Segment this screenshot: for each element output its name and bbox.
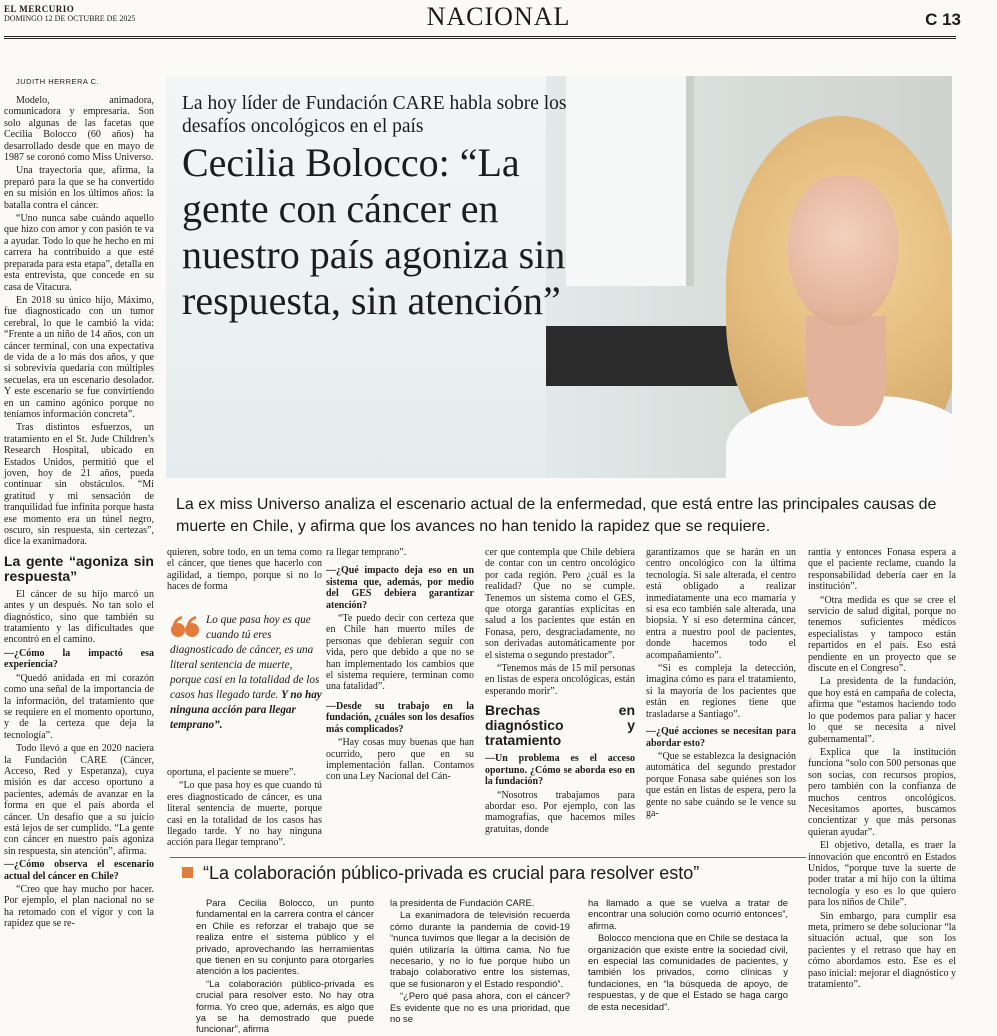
paragraph: “Si es compleja la detección, imagina cómo es para el tratamiento, si la mayoría de los pacientes que están en regiones tiene que trasladarse a Santiago”.: [646, 663, 796, 720]
paragraph: ha llamado a que se vuelva a tratar de encontrar una solución como ocurrió entonces”, afirma.: [588, 897, 788, 931]
pull-quote-bold: Y no hay ninguna acción para llegar temprano”.: [170, 689, 322, 731]
question: —¿Qué impacto deja eso en un sistema que, además, por medio del GES debiera garantizar atención?: [326, 565, 474, 611]
masthead-rule: [4, 36, 956, 37]
paragraph: “Otra medida es que se cree el servicio de salud digital, porque no tenemos suficientes médicos especialistas y tampoco están repartidos en el país. Eso está pendiente en un proyecto que se discute en el Congreso”.: [808, 594, 956, 675]
paragraph: “Lo que pasa hoy es que cuando tú eres diagnosticado de cáncer, es una literal sentencia de muerte, porque casi en la totalidad de los casos has llegado tarde. Y no hay ninguna acción para llegar temprano”.: [167, 780, 322, 849]
question: —Un problema es el acceso oportuno. ¿Cómo se aborda eso en la fundación?: [485, 753, 635, 788]
page-number: C 13: [925, 10, 961, 29]
paragraph: La presidenta de la fundación, que hoy está en campaña de colecta, afirma que “estamos haciendo todo lo que podemos para paliar y hacer lo que se necesita a nivel gubernamental”.: [808, 676, 956, 745]
column-6: [808, 547, 956, 992]
paragraph: Sin embargo, para cumplir esa meta, primero se debe solucionar “la situación actual, que son los pacientes y el retraso que hay en cómo abordamos esto. Ese es el paso inicial: mejorar el diagnóstico y tratamiento”.: [808, 910, 957, 991]
issue-date: DOMINGO 12 DE OCTUBRE DE 2025: [4, 14, 136, 23]
paragraph: garantizamos que se harán en un centro oncológico con la última tecnología. Si sale alterada, el centro está obligado a realizar inmediatamente una eco mamaria y si esa eco también sale alterada, una biopsia. Y si eso determina cáncer, entra a nuestro pool de pacientes, donde hacemos todo el acompañamiento”.: [646, 547, 796, 661]
column-2-top: [167, 547, 322, 595]
sidebar-top-rule: [170, 857, 806, 858]
sidebar-column-3: [588, 897, 788, 1013]
newspaper-name: EL MERCURIO: [4, 4, 75, 14]
masthead-rule-2: [4, 38, 956, 39]
column-1: [4, 95, 154, 932]
paragraph: En 2018 su único hijo, Máximo, fue diagnosticado con un tumor cerebral, lo que le cambió la vida: “Frente a un niño de 14 años, con un cáncer terminal, con una expectativa de vida de a lo más dos años, y que si sobrevivía quedaría con múltiples secuelas, era un escenario desolador. Y este escenario se fue convirtiendo en un camino agónico porque no teníamos información concreta”.: [4, 294, 154, 420]
orange-square-icon: [182, 867, 193, 878]
column-5: [646, 547, 796, 821]
subheading: La gente “agoniza sin respuesta”: [4, 552, 154, 584]
sidebar-column-1: [196, 897, 374, 1036]
paragraph: La exanimadora de televisión recuerda cómo durante la pandemia de covid-19 “nunca tuvimos que llegar a la decisión de quién utilizaría la última cama. No fue necesario, y no lo fue porque hubo un trabajo colaborativo entre los sistemas, que se fusionaron y el Estado respondió”.: [390, 909, 570, 989]
section-title: NACIONAL: [426, 2, 571, 31]
paragraph: “Uno nunca sabe cuándo aquello que hizo con amor y con pasión te va a ayudar. Todo lo que he hecho en mi carrera ha contribuido a que esté preparada para esta etapa”, detalla en esta entrevista, que concede en su casa de Vitacura.: [4, 213, 154, 293]
paragraph: “La colaboración público-privada es crucial para resolver esto. No hay otra forma. Yo creo que, además, es algo que ya se ha demostrado que puede funcionar”, afirma: [196, 977, 374, 1035]
paragraph: oportuna, el paciente se muere”.: [167, 767, 296, 778]
paragraph: “Que se establezca la designación automática del segundo prestador porque Fonasa sabe quiénes son los que están en listas de espera, pero la gente no sabe cuándo se le vence su ga-: [646, 750, 796, 819]
paragraph: Bolocco menciona que en Chile se destaca la organización que existe entre la sociedad civil, en especial las comunidades de pacientes, y también los privados, como clínicas y fundaciones, en “la búsqueda de apoyo, de respuestas, y de que el Estado se haga cargo de esta necesidad”.: [588, 932, 788, 1012]
paragraph: ra llegar temprano”.: [326, 547, 407, 558]
column-2-bottom: [167, 767, 322, 851]
column-3: [326, 547, 474, 785]
question: —¿Cómo observa el escenario actual del cáncer en Chile?: [4, 859, 154, 882]
paragraph: “¿Pero qué pasa ahora, con el cáncer? Es evidente que no es una prioridad, que no se: [390, 990, 570, 1025]
kicker: La hoy líder de Fundación CARE habla sobre los desafíos oncológicos en el país: [182, 93, 567, 137]
question: —¿Cómo la impactó esa experiencia?: [4, 647, 154, 671]
portrait-figure: [726, 116, 952, 478]
headline: Cecilia Bolocco: “La gente con cáncer en nuestro país agoniza sin respuesta, sin atención”: [182, 140, 566, 323]
paragraph: El cáncer de su hijo marcó un antes y un después. No tan solo el diagnóstico, sino que también su tratamiento y las dificultades que encontró en el camino.: [4, 588, 154, 646]
column-4: [485, 547, 635, 837]
paragraph: Modelo, animadora, comunicadora y empresaria. Son solo algunas de las facetas que Cecilia Bolocco (60 años) ha desarrollado desde que en mayo de 1987 se coronó como Miss Universo.: [4, 95, 154, 164]
paragraph: quieren, sobre todo, en un tema como el cáncer, que tienes que hacerlo con agilidad, a tiempo, porque si no lo haces de forma: [167, 547, 322, 593]
paragraph: Una trayectoria que, afirma, la preparó para la que se ha convertido en su misión en los últimos años: la batalla contra el cáncer.: [4, 165, 154, 211]
paragraph: la presidenta de Fundación CARE.: [390, 897, 535, 908]
paragraph: Todo llevó a que en 2020 naciera la Fundación CARE (Cáncer, Acceso, Red y Esperanza), cuya misión es dar acceso oportuno a pacientes, además de avanzar en la forma en que el país aborda el cáncer. Un desafío que a su juicio está lejos de ser cumplido. “La gente con cáncer en nuestro país agoniza sin respuesta, sin atención”, afirma.: [4, 743, 154, 857]
paragraph: El objetivo, detalla, es traer la innovación que encontró en Estados Unidos, “porque tuve la suerte de poder tratar a mi hijo con la última tecnología y eso es lo que quiero para los niños de Chile”.: [808, 840, 956, 909]
standfirst: La ex miss Universo analiza el escenario actual de la enfermedad, que está entre las principales causas de muerte en Chile, y afirma que los avances no han tenido la rapidez que se requiere.: [176, 496, 937, 535]
paragraph: “Hay cosas muy buenas que han ocurrido, pero que en su implementación fallan. Contamos con una Ley Nacional del Cán-: [326, 737, 474, 783]
paragraph: Explica que la institución funciona “solo con 500 personas que son socias, con recursos propios, pero también con la confianza de muchos centros oncológicos. Necesitamos aportes, buscamos concientizar y que más personas quieran ayudar”.: [808, 746, 956, 838]
paragraph: “Nosotros trabajamos para abordar eso. Por ejemplo, con las mamografías, que hacemos miles gratuitas, donde: [485, 789, 635, 835]
byline: JUDITH HERRERA C.: [16, 77, 100, 86]
pull-quote-text: Lo que pasa hoy es que cuando tú eres diagnosticado de cáncer, es una literal sentencia de muerte, porque casi en la totalidad de los casos has llegado tarde.: [170, 614, 320, 701]
quote-mark-icon: [170, 615, 200, 639]
paragraph: Tras distintos esfuerzos, un tratamiento en el St. Jude Children’s Research Hospital, ubicado en Estados Unidos, permitió que el joven, hoy de 21 años, pueda continuar sin obstáculos. “Mi gratitud y mi sensación de tranquilidad fue infinita porque hasta ese momento era un túnel negro, oscuro, sin respuesta, sin certezas”, dice la exanimadora.: [4, 422, 154, 548]
paragraph: cer que contempla que Chile debiera de contar con un centro oncológico por cada región. Pero ¿cuál es la realidad? Que no se cumple. Tenemos un sistema como el GES, que otorga garantías explícitas en salud a los pacientes que están en Fonasa, pero, desgraciadamente, no son derivadas automáticamente por el sistema o segundo prestador”.: [485, 547, 635, 661]
sidebar-title: “La colaboración público-privada es crucial para resolver esto”: [182, 862, 699, 884]
question: —¿Qué acciones se necesitan para abordar esto?: [646, 726, 796, 749]
question: —Desde su trabajo en la fundación, ¿cuáles son los desafíos más complicados?: [326, 700, 474, 735]
paragraph: “Creo que hay mucho por hacer. Por ejemplo, el plan nacional no se ha retomado con el vigor y con la rapidez que se re-: [4, 884, 154, 930]
paragraph: “Tenemos más de 15 mil personas en listas de espera oncológicas, están esperando morir”.: [485, 663, 635, 697]
subheading: Brechas en diagnóstico y tratamiento: [485, 702, 635, 749]
paragraph: Para Cecilia Bolocco, un punto fundamental en la carrera contra el cáncer en Chile es reforzar el trabajo que se realiza entre el sistema público y el privado, aprovechando las herramientas que tienen en su conjunto para otorgarles atención a los pacientes.: [196, 897, 374, 977]
paragraph: “Te puedo decir con certeza que en Chile han muerto miles de personas que debieran seguir con vida, pero que debido a que no se han implementado los cambios que el sistema requiere, terminan como una fatalidad”.: [326, 613, 474, 693]
sidebar-column-2: [390, 897, 570, 1025]
paragraph: “Quedó anidada en mi corazón como una señal de la importancia de la información, del tratamiento que se requiere en el momento oportuno, y de la certeza que deja la tecnología”.: [4, 672, 154, 741]
paragraph: rantía y entonces Fonasa espera a que el paciente reclame, cuando la responsabilidad debería caer en la institución”.: [808, 547, 956, 593]
pull-quote: [170, 613, 322, 733]
